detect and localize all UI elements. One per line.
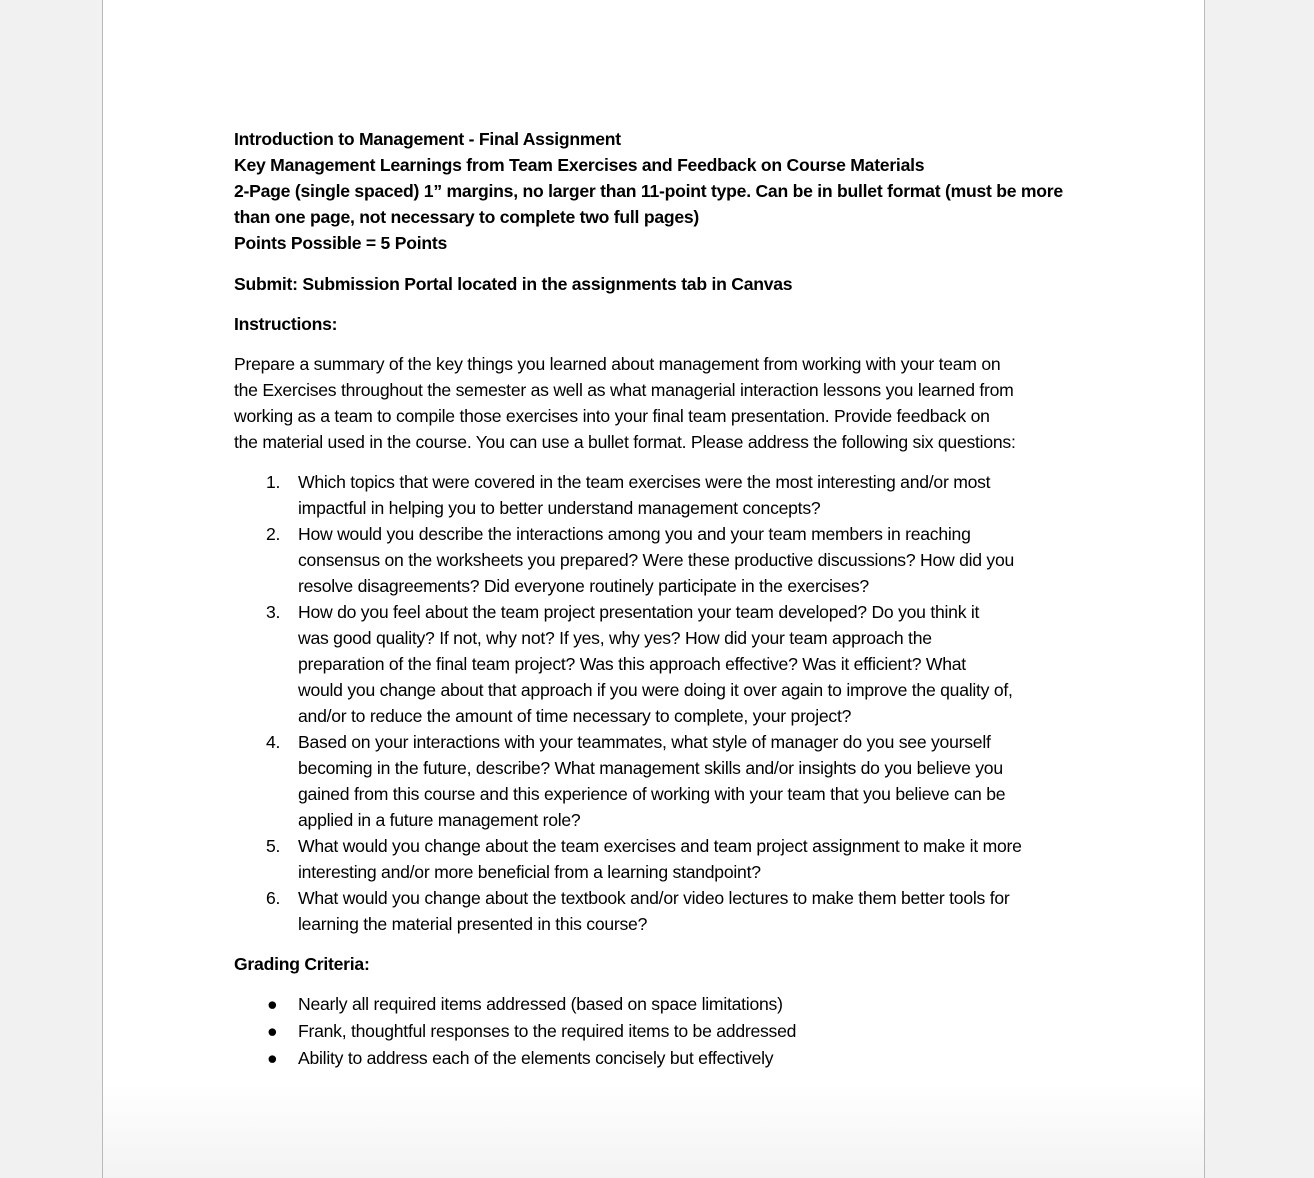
question-text-line: resolve disagreements? Did everyone routinely participate in the exercises? — [298, 576, 869, 596]
question-number: 1. — [266, 472, 281, 492]
question-number: 2. — [266, 524, 281, 544]
points-possible: Points Possible = 5 Points — [234, 233, 447, 253]
grading-criteria-item — [234, 991, 1094, 1018]
submit-instructions: Submit: Submission Portal located in the assignments tab in Canvas — [234, 274, 793, 294]
questions-list — [234, 469, 1094, 937]
question-text-line: was good quality? If not, why not? If yes, why yes? How did your team approach the — [298, 628, 932, 648]
assignment-header — [234, 126, 1094, 256]
question-text-line: and/or to reduce the amount of time necessary to complete, your project? — [298, 706, 852, 726]
question-item — [234, 833, 1094, 885]
question-text-line: impactful in helping you to better understand management concepts? — [298, 498, 821, 518]
grading-criteria-item — [234, 1045, 1094, 1072]
question-number: 3. — [266, 602, 281, 622]
format-requirements-line-2: than one page, not necessary to complete two full pages) — [234, 207, 700, 227]
instructions-heading: Instructions: — [234, 314, 338, 334]
question-item — [234, 729, 1094, 833]
question-text-line: How do you feel about the team project presentation your team developed? Do you think it — [298, 602, 980, 622]
instructions-line: Prepare a summary of the key things you learned about management from working with your team on — [234, 354, 1001, 374]
bullet-icon: ● — [267, 994, 278, 1014]
document-page — [102, 0, 1205, 1178]
question-text-line: How would you describe the interactions among you and your team members in reaching — [298, 524, 971, 544]
bullet-icon: ● — [267, 1021, 278, 1041]
question-text-line: applied in a future management role? — [298, 810, 581, 830]
grading-criteria-text: Nearly all required items addressed (based on space limitations) — [298, 994, 783, 1014]
question-item — [234, 599, 1094, 729]
instructions-line: working as a team to compile those exercises into your final team presentation. Provide feedback on — [234, 406, 990, 426]
question-number: 4. — [266, 732, 281, 752]
grading-criteria-item — [234, 1018, 1094, 1045]
question-text-line: What would you change about the textbook and/or video lectures to make them better tools for — [298, 888, 1010, 908]
instructions-paragraph — [234, 351, 1094, 455]
page-bottom-shade — [103, 1083, 1204, 1178]
document-subtitle: Key Management Learnings from Team Exercises and Feedback on Course Materials — [234, 155, 925, 175]
question-text-line: consensus on the worksheets you prepared? Were these productive discussions? How did you — [298, 550, 1015, 570]
question-text-line: What would you change about the team exercises and team project assignment to make it more — [298, 836, 1022, 856]
question-text-line: becoming in the future, describe? What management skills and/or insights do you believe you — [298, 758, 1003, 778]
grading-criteria-text: Frank, thoughtful responses to the required items to be addressed — [298, 1021, 797, 1041]
document-body — [234, 126, 1094, 1072]
question-text-line: interesting and/or more beneficial from a learning standpoint? — [298, 862, 761, 882]
question-item — [234, 521, 1094, 599]
instructions-line: the Exercises throughout the semester as well as what managerial interaction lessons you learned from — [234, 380, 1014, 400]
question-text-line: Based on your interactions with your teammates, what style of manager do you see yourself — [298, 732, 991, 752]
grading-criteria-heading: Grading Criteria: — [234, 954, 370, 974]
grading-criteria-list — [234, 991, 1094, 1072]
question-text-line: preparation of the final team project? Was this approach effective? Was it efficient? What — [298, 654, 966, 674]
question-text-line: gained from this course and this experience of working with your team that you believe can be — [298, 784, 1006, 804]
instructions-line: the material used in the course. You can use a bullet format. Please address the following six questions: — [234, 432, 1016, 452]
question-text-line: would you change about that approach if you were doing it over again to improve the quality of, — [298, 680, 1013, 700]
document-title: Introduction to Management - Final Assignment — [234, 129, 621, 149]
question-item — [234, 469, 1094, 521]
question-number: 5. — [266, 836, 281, 856]
grading-criteria-text: Ability to address each of the elements concisely but effectively — [298, 1048, 774, 1068]
format-requirements-line-1: 2-Page (single spaced) 1” margins, no larger than 11-point type. Can be in bullet format (must be more — [234, 181, 1063, 201]
bullet-icon: ● — [267, 1048, 278, 1068]
question-item — [234, 885, 1094, 937]
question-number: 6. — [266, 888, 281, 908]
question-text-line: Which topics that were covered in the team exercises were the most interesting and/or most — [298, 472, 991, 492]
question-text-line: learning the material presented in this course? — [298, 914, 648, 934]
